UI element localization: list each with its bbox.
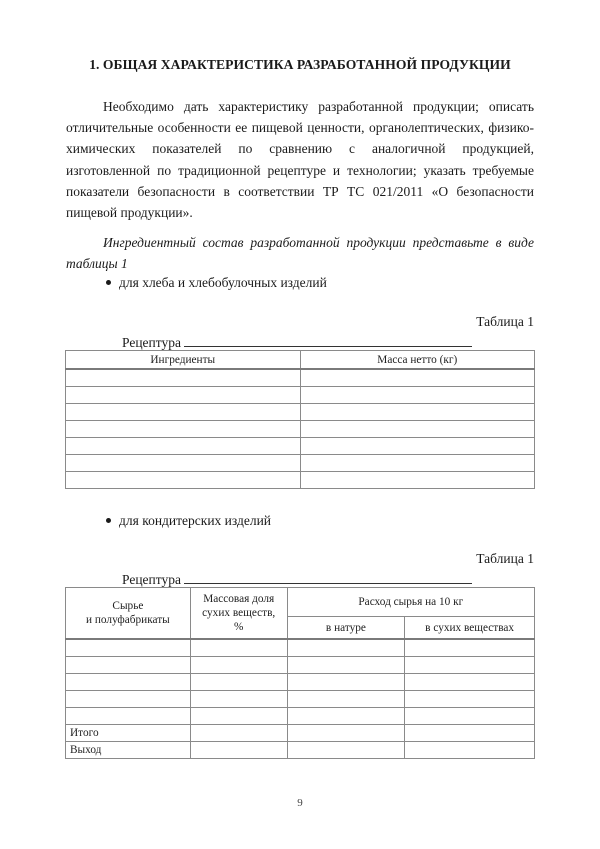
table-cell[interactable] xyxy=(66,708,191,725)
header-raw-line2: и полуфабрикаты xyxy=(86,614,170,626)
table-row xyxy=(66,369,535,387)
table-row xyxy=(66,472,535,489)
table-cell[interactable] xyxy=(66,421,301,438)
table-cell[interactable] xyxy=(405,691,535,708)
table-cell[interactable] xyxy=(405,639,535,657)
table-cell[interactable] xyxy=(66,639,191,657)
recipe-label: Рецептура xyxy=(122,335,181,350)
total-label: Итого xyxy=(66,725,191,742)
table-row xyxy=(66,421,535,438)
table-caption-bread: Таблица 1 xyxy=(476,314,534,329)
table-row xyxy=(66,455,535,472)
table-cell[interactable] xyxy=(405,725,535,742)
bullet-bread xyxy=(106,274,327,292)
table-cell[interactable] xyxy=(300,421,534,438)
header-dry-matter: в сухих веществах xyxy=(405,617,535,640)
table-cell[interactable] xyxy=(190,725,287,742)
recipe-blank-line[interactable] xyxy=(184,333,472,347)
table-cell[interactable] xyxy=(300,387,534,404)
header-dry-line3: % xyxy=(234,621,244,633)
table-row xyxy=(66,438,535,455)
table-row-total xyxy=(66,725,535,742)
table-cell[interactable] xyxy=(287,742,405,759)
header-raw-materials xyxy=(66,588,191,640)
bullet-bread-text: для хлеба и хлебобулочных изделий xyxy=(119,275,327,290)
table-row-yield xyxy=(66,742,535,759)
table-cell[interactable] xyxy=(287,674,405,691)
table-header-row xyxy=(66,351,535,370)
table-cell[interactable] xyxy=(405,742,535,759)
table-cell[interactable] xyxy=(300,404,534,421)
bullet-confectionery xyxy=(106,512,271,530)
table-row xyxy=(66,708,535,725)
table-cell[interactable] xyxy=(66,387,301,404)
table-cell[interactable] xyxy=(405,657,535,674)
table-cell[interactable] xyxy=(190,708,287,725)
table-cell[interactable] xyxy=(190,674,287,691)
table-row xyxy=(66,674,535,691)
bullet-icon xyxy=(106,280,111,285)
header-dry-line1: Массовая доля xyxy=(203,593,275,605)
table-row xyxy=(66,404,535,421)
table-cell[interactable] xyxy=(287,657,405,674)
recipe-line-bread xyxy=(122,333,472,351)
table-cell[interactable] xyxy=(66,472,301,489)
header-dry-line2: сухих веществ, xyxy=(202,607,276,619)
intro-paragraph: Необходимо дать характеристику разработанной продукции; описать отличительные особенности ее пищевой ценности, органолептических, физико-химических показателей по сравнению с аналогичной продукцией, изготовленной по традиционной рецептуре и технологии; указать требуемые показатели безопасности в соответствии ТР ТС 021/2011 «О безопасности пищевой продукции». xyxy=(66,99,534,221)
instruction-paragraph: Ингредиентный состав разработанной продукции представьте в виде таблицы 1 xyxy=(66,235,534,272)
table-cell[interactable] xyxy=(300,472,534,489)
page-number: 9 xyxy=(297,797,303,809)
table-cell[interactable] xyxy=(66,691,191,708)
recipe-line-confectionery xyxy=(122,570,472,588)
table-cell[interactable] xyxy=(287,725,405,742)
table-cell[interactable] xyxy=(287,691,405,708)
table-cell[interactable] xyxy=(66,455,301,472)
table-row xyxy=(66,387,535,404)
table-cell[interactable] xyxy=(287,708,405,725)
table-cell[interactable] xyxy=(405,674,535,691)
table-cell[interactable] xyxy=(300,369,534,387)
recipe-label: Рецептура xyxy=(122,572,181,587)
table-cell[interactable] xyxy=(287,639,405,657)
table-cell[interactable] xyxy=(300,438,534,455)
table-cell[interactable] xyxy=(66,674,191,691)
table-cell[interactable] xyxy=(190,639,287,657)
header-dry-matter-fraction xyxy=(190,588,287,640)
table-cell[interactable] xyxy=(300,455,534,472)
table-row xyxy=(66,657,535,674)
table-cell[interactable] xyxy=(66,657,191,674)
confectionery-table xyxy=(65,587,535,759)
header-raw-line1: Сырье xyxy=(112,600,144,612)
table-cell[interactable] xyxy=(190,657,287,674)
header-ingredients: Ингредиенты xyxy=(66,351,301,370)
table-row xyxy=(66,639,535,657)
table-header-row xyxy=(66,588,535,617)
table-caption-confectionery: Таблица 1 xyxy=(476,551,534,566)
ingredients-table xyxy=(65,350,535,489)
recipe-blank-line[interactable] xyxy=(184,570,472,584)
yield-label: Выход xyxy=(66,742,191,759)
bullet-icon xyxy=(106,518,111,523)
table-cell[interactable] xyxy=(405,708,535,725)
section-heading: 1. ОБЩАЯ ХАРАКТЕРИСТИКА РАЗРАБОТАННОЙ ПРОДУКЦИИ xyxy=(89,57,511,72)
table-cell[interactable] xyxy=(66,369,301,387)
table-cell[interactable] xyxy=(66,438,301,455)
header-natural: в натуре xyxy=(287,617,405,640)
table-row xyxy=(66,691,535,708)
header-consumption: Расход сырья на 10 кг xyxy=(287,588,534,617)
bullet-confectionery-text: для кондитерских изделий xyxy=(119,513,272,528)
table-cell[interactable] xyxy=(66,404,301,421)
header-net-mass: Масса нетто (кг) xyxy=(300,351,534,370)
table-cell[interactable] xyxy=(190,691,287,708)
table-cell[interactable] xyxy=(190,742,287,759)
